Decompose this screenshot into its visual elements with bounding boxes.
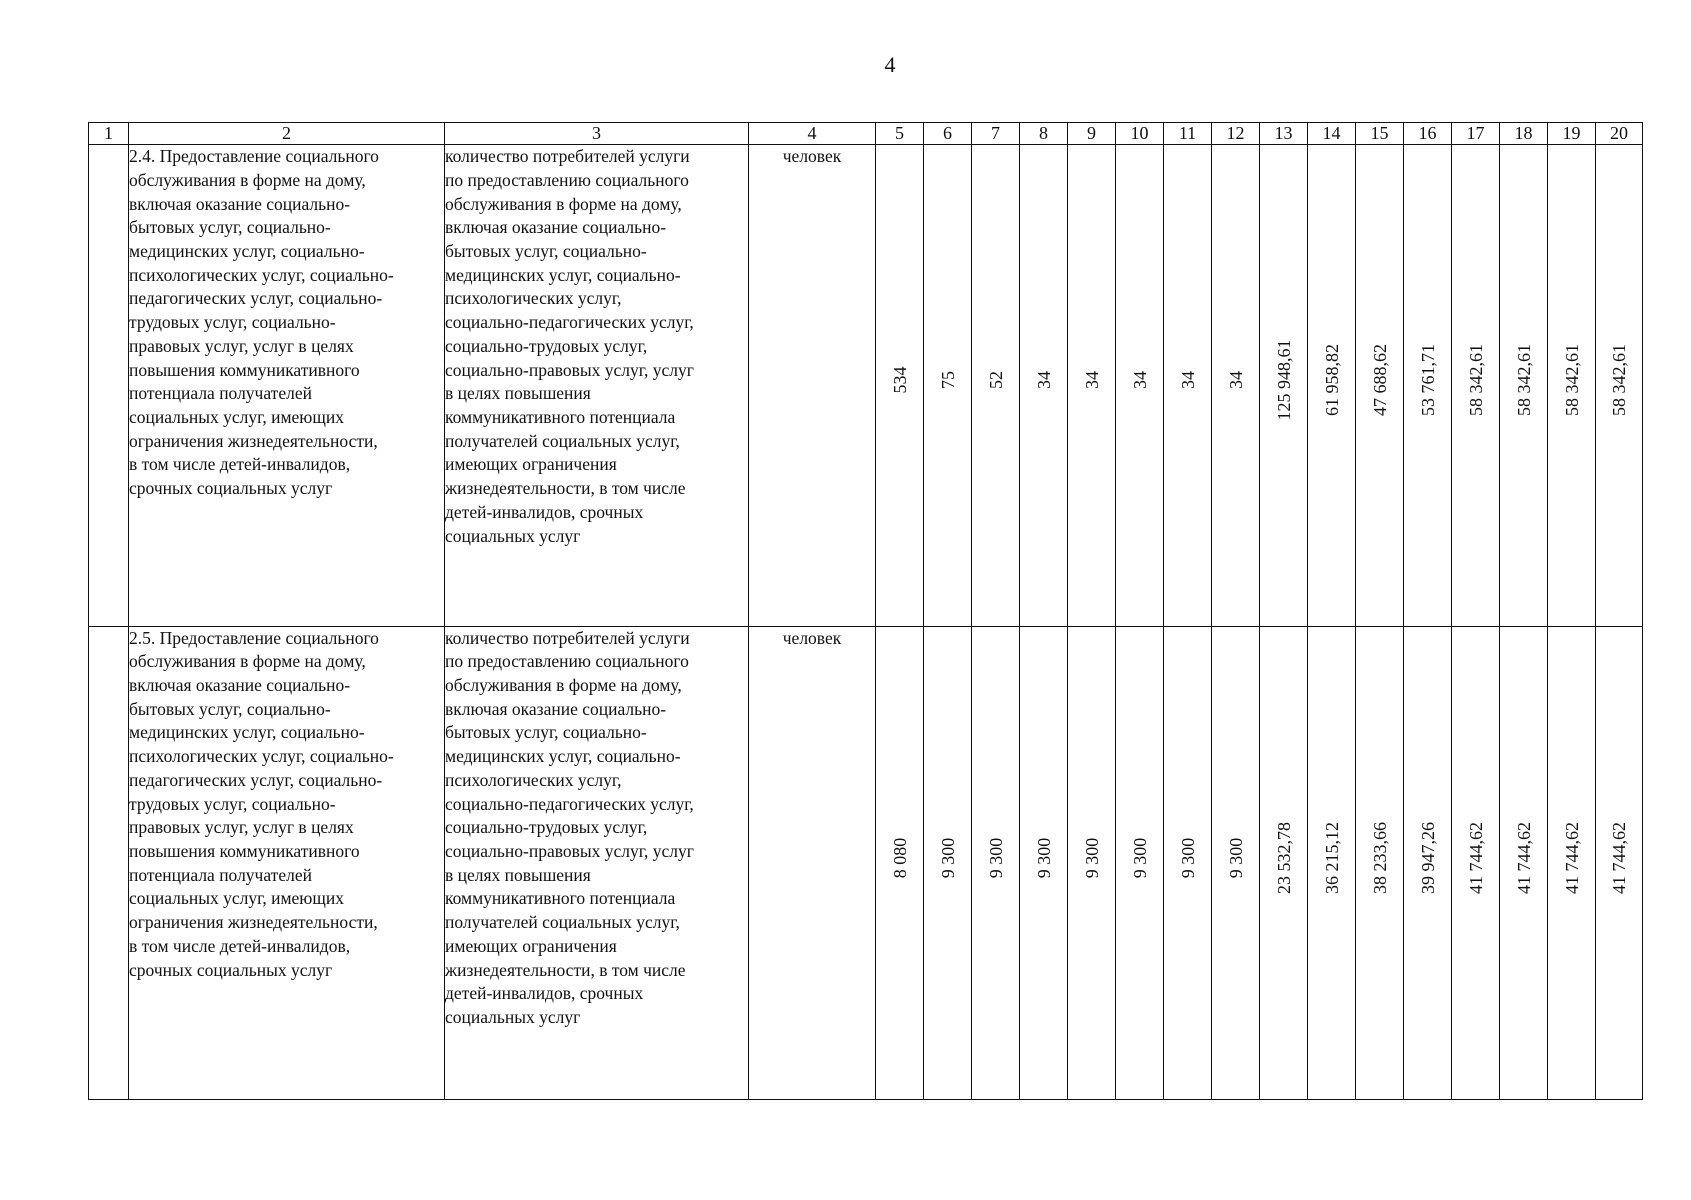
value-cell <box>1548 145 1596 626</box>
table-row <box>89 145 1643 626</box>
value-text: 34 <box>1225 371 1246 390</box>
value-text: 34 <box>1081 371 1102 390</box>
column-number: 11 <box>1164 123 1212 145</box>
value-cell <box>1452 626 1500 1099</box>
value-cell <box>924 626 972 1099</box>
value-cell <box>1260 626 1308 1099</box>
value-cell <box>1596 145 1643 626</box>
value-cell <box>972 145 1020 626</box>
value-text: 38 233,66 <box>1369 821 1390 894</box>
column-number: 14 <box>1308 123 1356 145</box>
value-text: 58 342,61 <box>1609 344 1629 417</box>
value-cell <box>1068 626 1116 1099</box>
value-text: 52 <box>985 371 1006 390</box>
value-text: 9 300 <box>1033 837 1054 878</box>
table-row <box>89 626 1643 1099</box>
value-cell <box>924 145 972 626</box>
value-cell <box>1356 145 1404 626</box>
unit-cell: человек <box>749 145 876 626</box>
value-text: 34 <box>1033 371 1054 390</box>
value-text: 34 <box>1129 371 1150 390</box>
value-cell <box>1548 626 1596 1099</box>
indicator-cell: количество потребителей услуги по предоставлению социального обслуживания в форме на дому, включая оказание социально- бытовых услуг, социально- медицинских услуг, социально- психологических услуг, социально-педагогических услуг, социально-трудовых услуг, социально-правовых услуг, услуг в целях повышения коммуникативного потенциала получателей социальных услуг, имеющих ограничения жизнедеятельности, в том числе детей-инвалидов, срочных социальных услуг <box>445 145 749 626</box>
column-number: 7 <box>972 123 1020 145</box>
value-text: 41 744,62 <box>1465 821 1486 894</box>
value-text: 534 <box>889 366 910 394</box>
value-cell <box>1164 626 1212 1099</box>
value-text: 41 744,62 <box>1513 821 1534 894</box>
value-text: 125 948,61 <box>1273 339 1294 421</box>
column-number: 8 <box>1020 123 1068 145</box>
value-cell <box>1260 145 1308 626</box>
column-number: 3 <box>445 123 749 145</box>
value-cell <box>1116 626 1164 1099</box>
value-cell <box>1308 626 1356 1099</box>
value-cell <box>1356 626 1404 1099</box>
value-cell <box>1116 145 1164 626</box>
value-cell <box>1596 626 1643 1099</box>
value-cell <box>1212 145 1260 626</box>
value-text: 8 080 <box>889 837 910 878</box>
column-number: 17 <box>1452 123 1500 145</box>
value-text: 41 744,62 <box>1561 821 1582 894</box>
value-cell <box>876 145 924 626</box>
value-text: 9 300 <box>1129 837 1150 878</box>
value-cell <box>876 626 924 1099</box>
value-cell <box>1500 145 1548 626</box>
value-text: 58 342,61 <box>1465 344 1486 417</box>
value-text: 9 300 <box>985 837 1006 878</box>
column-number: 4 <box>749 123 876 145</box>
service-name-cell: 2.5. Предоставление социального обслуживания в форме на дому, включая оказание социально- бытовых услуг, социально- медицинских услуг, социально- психологических услуг, социально- педагогических услуг, социально- трудовых услуг, социально- правовых услуг, услуг в целях повышения коммуникативного потенциала получателей социальных услуг, имеющих ограничения жизнедеятельности, в том числе детей-инвалидов, срочных социальных услуг <box>129 626 445 1099</box>
column-number: 9 <box>1068 123 1116 145</box>
value-text: 53 761,71 <box>1417 344 1438 417</box>
column-number: 15 <box>1356 123 1404 145</box>
column-number: 12 <box>1212 123 1260 145</box>
value-text: 58 342,61 <box>1513 344 1534 417</box>
value-cell <box>1020 145 1068 626</box>
row-index-cell <box>89 145 129 626</box>
value-cell <box>1404 145 1452 626</box>
value-text: 36 215,12 <box>1321 821 1342 894</box>
value-cell <box>1452 145 1500 626</box>
column-number: 10 <box>1116 123 1164 145</box>
value-cell <box>1404 626 1452 1099</box>
value-text: 9 300 <box>937 837 958 878</box>
value-text: 75 <box>937 371 958 390</box>
data-table <box>88 122 1643 1100</box>
value-text: 34 <box>1177 371 1198 390</box>
value-cell <box>1020 626 1068 1099</box>
value-text: 41 744,62 <box>1609 821 1629 894</box>
value-cell <box>972 626 1020 1099</box>
value-text: 9 300 <box>1177 837 1198 878</box>
value-text: 61 958,82 <box>1321 344 1342 417</box>
value-text: 47 688,62 <box>1369 344 1390 417</box>
column-number: 2 <box>129 123 445 145</box>
value-cell <box>1212 626 1260 1099</box>
column-number: 19 <box>1548 123 1596 145</box>
column-number: 20 <box>1596 123 1643 145</box>
column-number: 16 <box>1404 123 1452 145</box>
value-cell <box>1308 145 1356 626</box>
column-number-row <box>89 123 1643 145</box>
column-number: 5 <box>876 123 924 145</box>
row-index-cell <box>89 626 129 1099</box>
service-name-cell: 2.4. Предоставление социального обслуживания в форме на дому, включая оказание социально- бытовых услуг, социально- медицинских услуг, социально- психологических услуг, социально- педагогических услуг, социально- трудовых услуг, социально- правовых услуг, услуг в целях повышения коммуникативного потенциала получателей социальных услуг, имеющих ограничения жизнедеятельности, в том числе детей-инвалидов, срочных социальных услуг <box>129 145 445 626</box>
indicator-cell: количество потребителей услуги по предоставлению социального обслуживания в форме на дому, включая оказание социально- бытовых услуг, социально- медицинских услуг, социально- психологических услуг, социально-педагогических услуг, социально-трудовых услуг, социально-правовых услуг, услуг в целях повышения коммуникативного потенциала получателей социальных услуг, имеющих ограничения жизнедеятельности, в том числе детей-инвалидов, срочных социальных услуг <box>445 626 749 1099</box>
value-text: 23 532,78 <box>1273 821 1294 894</box>
value-text: 9 300 <box>1081 837 1102 878</box>
column-number: 13 <box>1260 123 1308 145</box>
value-cell <box>1164 145 1212 626</box>
page-number: 4 <box>884 52 896 77</box>
column-number: 1 <box>89 123 129 145</box>
value-text: 9 300 <box>1225 837 1246 878</box>
value-text: 58 342,61 <box>1561 344 1582 417</box>
column-number: 6 <box>924 123 972 145</box>
column-number: 18 <box>1500 123 1548 145</box>
value-cell <box>1500 626 1548 1099</box>
value-text: 39 947,26 <box>1417 821 1438 894</box>
value-cell <box>1068 145 1116 626</box>
unit-cell: человек <box>749 626 876 1099</box>
